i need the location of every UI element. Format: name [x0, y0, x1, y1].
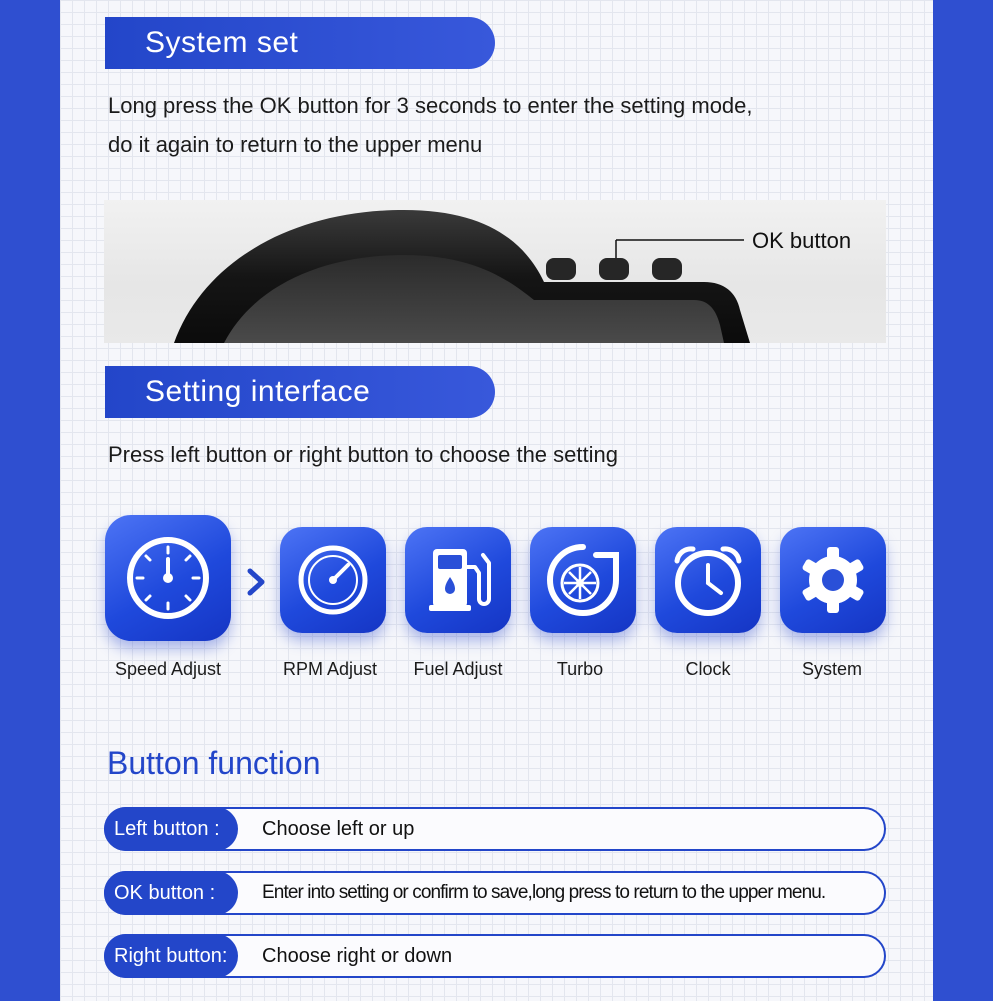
chevron-right-icon — [244, 567, 268, 597]
ok-button-desc: Enter into setting or confirm to save,long press to return to the upper menu. — [262, 882, 826, 903]
right-button-pill: Right button: — [104, 934, 238, 978]
system-set-line2: do it again to return to the upper menu — [108, 132, 483, 157]
clock-tile[interactable] — [655, 527, 761, 633]
ok-button-callout: OK button — [752, 228, 852, 253]
system-tile[interactable] — [780, 527, 886, 633]
speedometer-icon — [105, 515, 231, 641]
clock-label: Clock — [685, 659, 731, 679]
gauge-icon — [280, 527, 386, 633]
dashboard-device-photo — [104, 200, 886, 343]
dashboard-device-illustration — [104, 200, 886, 343]
turbo-label: Turbo — [556, 659, 604, 679]
button-function-heading: Button function — [107, 745, 321, 781]
left-border — [0, 0, 60, 1001]
rpm-adjust-tile[interactable] — [280, 527, 386, 633]
speed-adjust-tile[interactable] — [105, 515, 231, 641]
system-set-banner — [105, 17, 495, 69]
fuel-adjust-tile[interactable] — [405, 527, 511, 633]
right-button-row — [104, 934, 886, 978]
turbo-tile[interactable] — [530, 527, 636, 633]
turbo-icon — [530, 527, 636, 633]
rpm-adjust-label: RPM Adjust — [282, 659, 378, 679]
system-label: System — [801, 659, 862, 679]
left-button-desc: Choose left or up — [262, 818, 415, 840]
gear-icon — [780, 527, 886, 633]
right-button-desc: Choose right or down — [262, 945, 453, 967]
setting-instruction: Press left button or right button to choose the setting — [108, 442, 618, 467]
left-button-pill: Left button : — [104, 807, 238, 851]
fuel-pump-icon — [405, 527, 511, 633]
setting-interface-title: Setting interface — [145, 375, 371, 408]
ok-button-pill: OK button : — [104, 871, 238, 915]
system-set-title: System set — [145, 26, 299, 59]
ok-button-row — [104, 871, 886, 915]
alarm-clock-icon — [655, 527, 761, 633]
setting-interface-banner — [105, 366, 495, 418]
speed-adjust-label: Speed Adjust — [114, 659, 222, 679]
fuel-adjust-label: Fuel Adjust — [413, 659, 503, 679]
right-border — [933, 0, 993, 1001]
system-set-line1: Long press the OK button for 3 seconds to enter the setting mode, — [108, 93, 753, 118]
left-button-row — [104, 807, 886, 851]
